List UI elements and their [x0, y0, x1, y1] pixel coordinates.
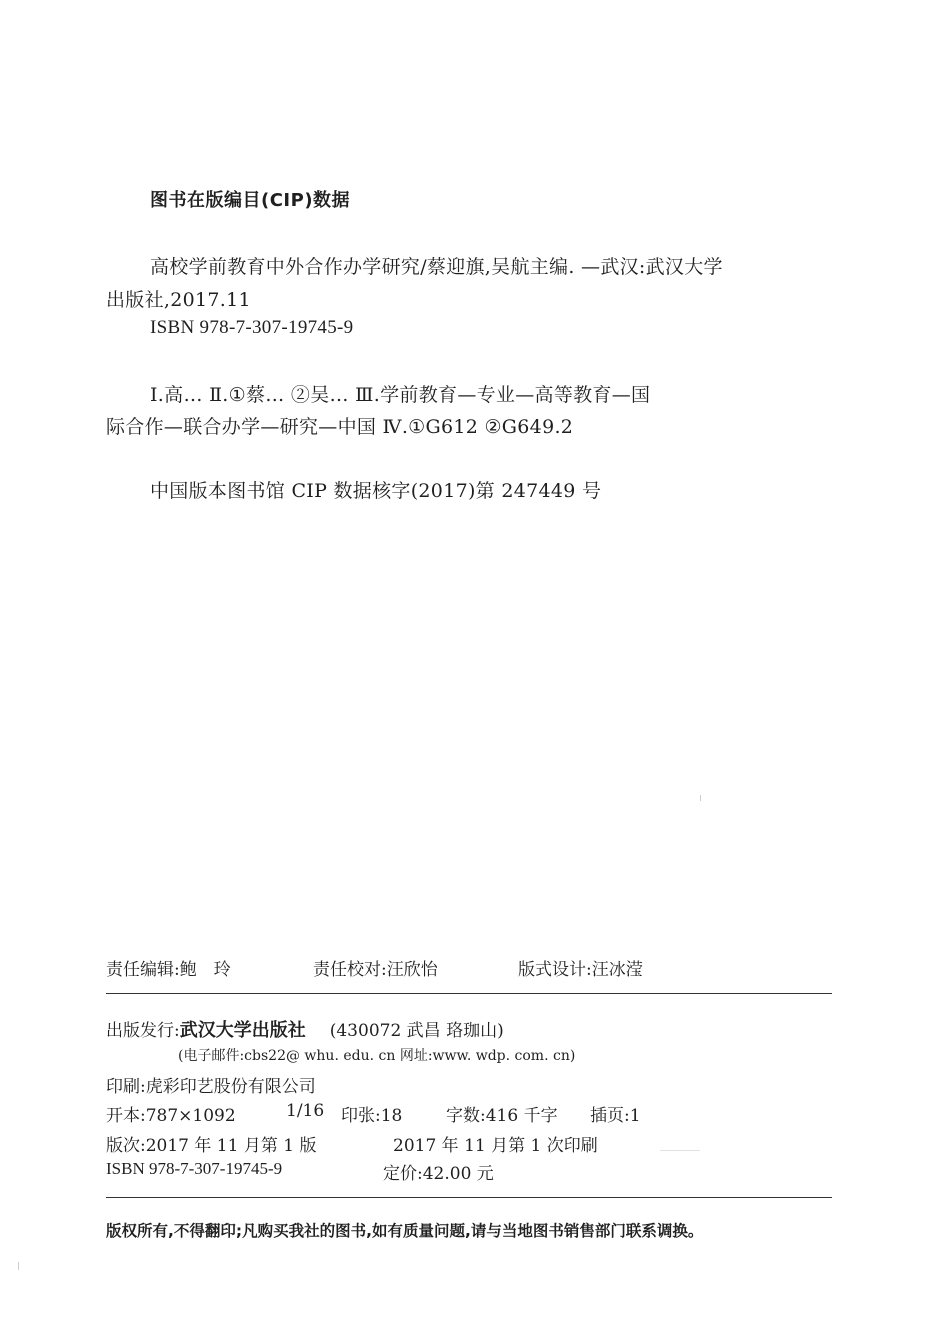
page-size: 1/16 — [286, 1101, 325, 1121]
cip-subject-line: Ⅰ.高… Ⅱ.①蔡… ②吴… Ⅲ.学前教育—专业—高等教育—国 — [150, 384, 651, 406]
printer: 印刷:虎彩印艺股份有限公司 — [106, 1077, 316, 1097]
format: 开本:787×1092 — [106, 1106, 236, 1126]
price: 定价:42.00 元 — [383, 1164, 494, 1184]
printing: 2017 年 11 月第 1 次印刷 — [393, 1136, 598, 1156]
cip-title-line: 高校学前教育中外合作办学研究/蔡迎旗,吴航主编. —武汉:武汉大学 — [150, 256, 723, 278]
cip-heading: 图书在版编目(CIP)数据 — [150, 190, 351, 211]
responsible-editor: 责任编辑:鲍 玲 — [106, 960, 231, 980]
scan-speck — [660, 1150, 700, 1151]
cip-classification-line: 际合作—联合办学—研究—中国 Ⅳ.①G612 ②G649.2 — [106, 416, 574, 438]
printed-sheets: 印张:18 — [341, 1106, 403, 1126]
publisher-contact: (电子邮件:cbs22@ whu. edu. cn 网址:www. wdp. com. cn) — [178, 1048, 576, 1064]
inserted-plates: 插页:1 — [590, 1106, 641, 1126]
copyright-notice: 版权所有,不得翻印;凡购买我社的图书,如有质量问题,请与当地图书销售部门联系调换。 — [106, 1222, 704, 1240]
divider-top — [106, 993, 832, 994]
publisher-address: (430072 武昌 珞珈山) — [329, 1021, 504, 1041]
responsible-proofreader: 责任校对:汪欣怡 — [313, 960, 438, 980]
cip-isbn: ISBN 978-7-307-19745-9 — [150, 317, 354, 338]
scan-speck — [700, 795, 701, 801]
publisher-line — [106, 1016, 504, 1042]
cip-record-number: 中国版本图书馆 CIP 数据核字(2017)第 247449 号 — [150, 480, 602, 502]
publisher-name: 武汉大学出版社 — [179, 1020, 306, 1041]
edition: 版次:2017 年 11 月第 1 版 — [106, 1136, 317, 1156]
publisher-label: 出版发行: — [106, 1021, 180, 1041]
layout-designer: 版式设计:汪冰滢 — [518, 960, 643, 980]
word-count: 字数:416 千字 — [446, 1106, 558, 1126]
publication-isbn: ISBN 978-7-307-19745-9 — [106, 1159, 283, 1178]
divider-bottom — [106, 1197, 832, 1198]
cip-publisher-line: 出版社,2017.11 — [106, 289, 251, 311]
scan-speck — [18, 1262, 19, 1270]
